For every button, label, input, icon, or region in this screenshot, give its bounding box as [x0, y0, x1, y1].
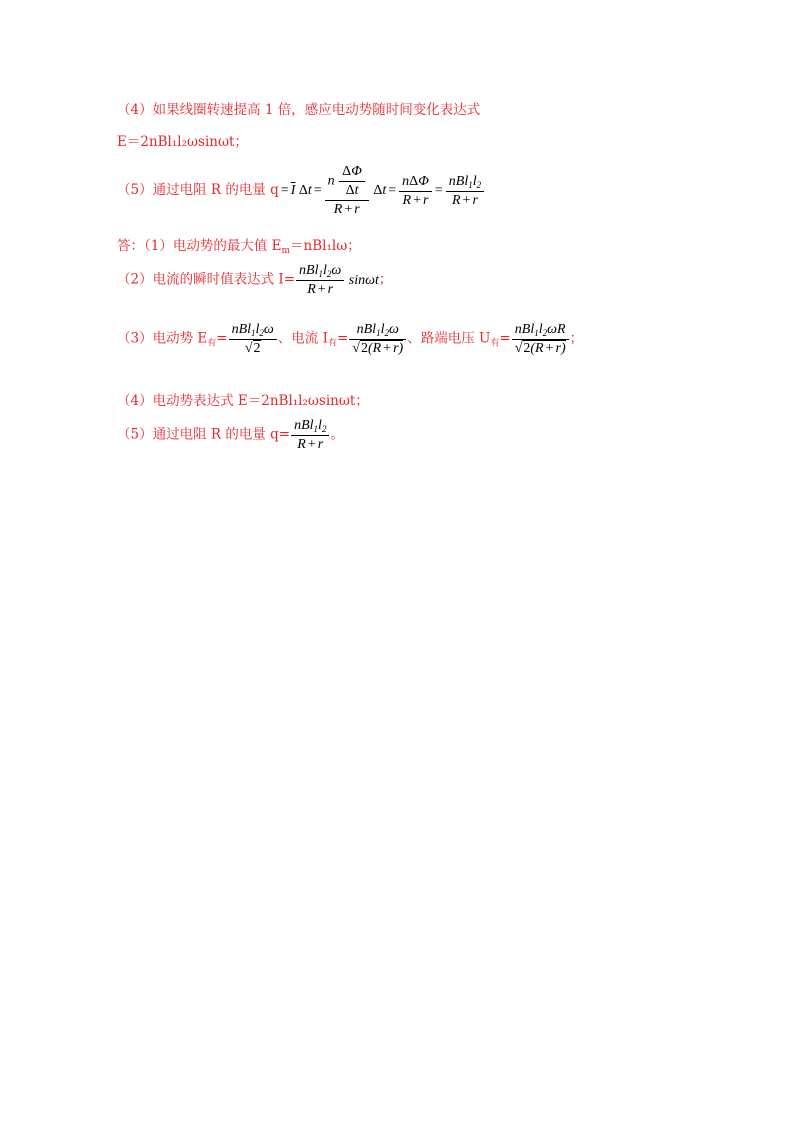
terminal-voltage-formula: $\frac{nBl_1l_2\omega R}{√2(R + r)}$ [511, 332, 570, 347]
effective-emf-formula: $\frac{nBl_1l_2\omega}{√2}$ [228, 332, 278, 347]
answer-part1-max-emf: 答：（1）电动势的最大值 $E_m=nBl_1l\omega$； [117, 238, 361, 256]
answer-part4-expression: E＝2nBl₁l₂ωsinωt； [117, 134, 248, 150]
part5-prefix: （5）通过电阻 R 的电量 q [117, 182, 279, 199]
charge-formula: $\frac{nBl_1l_2}{R + r}$ [290, 428, 330, 443]
answer-part4-emf-expression: （4）电动势表达式 E＝2nBl₁l₂ωsinωt； [117, 393, 369, 409]
answer-part3-effective-values: （3）电动势 $E_有=$ $\frac{nBl_1l_2\omega}{√2}$ 、电流 $I_有=$ $\frac{nBl_1l_2\omega}{√2(R + r)}$ 、路端电压 $U_有=$ $\frac{nBl_1l_2\omega R}{√2(R + r)}$ ； [117, 322, 584, 356]
effective-current-formula: $\frac{nBl_1l_2\omega}{√2(R + r)}$ [348, 332, 407, 347]
answer-part5-charge-derivation [117, 164, 485, 218]
answer-part5-charge: （5）通过电阻 R 的电量 q= $\frac{nBl_1l_2}{R + r}$ 。 [117, 418, 344, 452]
answer-part2-instant-current: （2）电流的瞬时值表达式 I= $\frac{nBl_1l_2\omega}{R + r}$ sinωt； [117, 263, 393, 297]
charge-derivation-formula: = $\overline{I}$ Δt = n $\frac{\Delta\Phi}{\Delta t}$ R + r Δt = $\frac{\text{nΔΦ}}{R + r}$ = $\frac{nBl_1l_2}{R + r}$ [279, 183, 485, 198]
answer-part4-question: （4）如果线圈转速提高 1 倍，感应电动势随时间变化表达式 [117, 102, 481, 118]
instant-current-formula: $\frac{nBl_1l_2\omega}{R + r}$ sinωt [295, 273, 379, 288]
